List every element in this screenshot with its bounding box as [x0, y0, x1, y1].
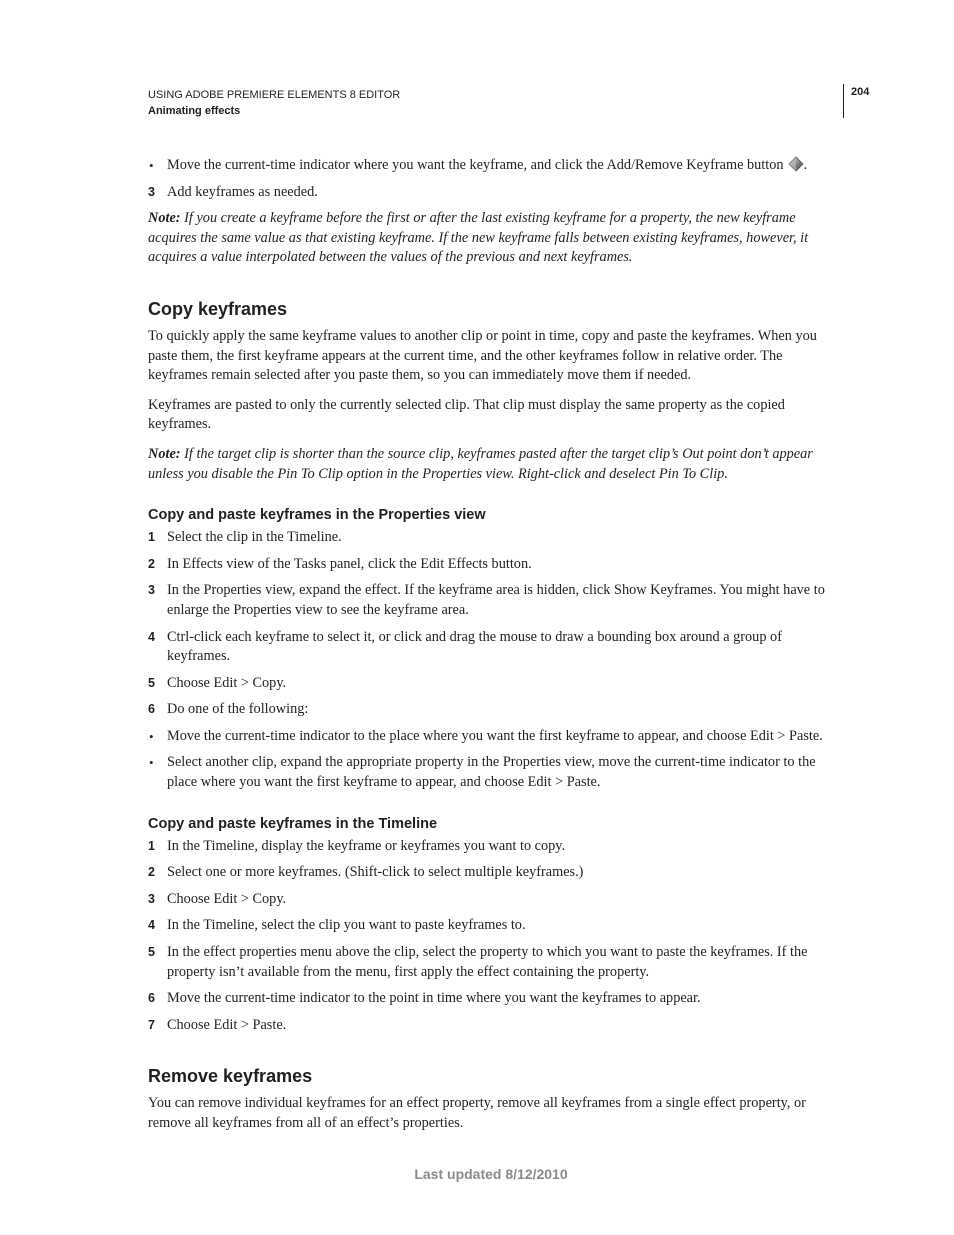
- paragraph: You can remove individual keyframes for an effect property, remove all keyframes from a single effect property, or remove all keyframes from all of an effect’s properties.: [148, 1095, 806, 1131]
- heading-properties-view: Copy and paste keyframes in the Properties view: [148, 507, 486, 524]
- bullet-text: Move the current-time indicator where you want the keyframe, and click the Add/Remove Keyframe button: [167, 157, 784, 173]
- step-number: 2: [148, 865, 155, 880]
- list-item: [148, 555, 842, 575]
- running-header: [148, 87, 400, 119]
- bullet-mark: •: [149, 158, 154, 173]
- footer-last-updated: Last updated 8/12/2010: [414, 1166, 568, 1182]
- step-number: 3: [148, 891, 155, 906]
- list-item: [148, 528, 842, 548]
- heading-copy-keyframes: Copy keyframes: [148, 298, 288, 319]
- list-item: [148, 753, 842, 792]
- list-item: [148, 943, 842, 982]
- list-item: [148, 863, 842, 883]
- list-item: [148, 700, 842, 720]
- step-text: Move the current-time indicator to the point in time where you want the keyframes to appear.: [167, 990, 701, 1007]
- step-number: 1: [148, 530, 155, 545]
- steps-list-timeline: [148, 837, 842, 1036]
- step-number: 2: [148, 556, 155, 571]
- step-number: 5: [148, 675, 155, 690]
- step-number: 1: [148, 838, 155, 853]
- list-item: [148, 916, 842, 936]
- page-number: 204: [851, 86, 870, 98]
- step-text: Choose Edit > Paste.: [167, 1016, 287, 1033]
- list-item: [148, 727, 842, 747]
- note: [148, 209, 842, 268]
- note-label: Note:: [148, 210, 181, 227]
- heading-remove-keyframes: Remove keyframes: [148, 1066, 313, 1087]
- step-number: 5: [148, 945, 155, 960]
- step-text: Ctrl-click each keyframe to select it, or click and drag the mouse to draw a bounding box around a group of keyframes.: [167, 628, 782, 665]
- step-text: Choose Edit > Copy.: [167, 674, 287, 691]
- note: [148, 445, 842, 484]
- step-number: 3: [148, 184, 155, 199]
- bullet-text: Move the current-time indicator to the place where you want the first keyframe to appear, and choose Edit > Paste.: [167, 727, 823, 744]
- note-label: Note:: [148, 445, 181, 462]
- list-item: [148, 628, 842, 667]
- list-item: [148, 674, 842, 694]
- list-item: [148, 183, 842, 203]
- bullet-end: .: [803, 157, 808, 173]
- list-item: [148, 837, 842, 857]
- step-text: In the Properties view, expand the effect. If the keyframe area is hidden, click Show Keyframes. You might have to enlarge the Properties view to see the keyframe area.: [167, 582, 825, 618]
- heading-timeline: Copy and paste keyframes in the Timeline: [148, 815, 438, 832]
- note-text: If you create a keyframe before the first or after the last existing keyframe for a property, the new keyframe acquires the same value as that existing keyframe. If the new keyframe falls between existing keyframes, however, it acquires a value interpolated between the values of the previous and next keyframes.: [148, 210, 809, 266]
- step-text: In the Timeline, select the clip you want to paste keyframes to.: [167, 917, 526, 934]
- paragraph: To quickly apply the same keyframe values to another clip or point in time, copy and paste the keyframes. When you paste them, the first keyframe appears at the current time, and the other keyframes follow in relative order. The keyframes remain selected after you paste them, so you can immediately move them if needed.: [148, 327, 817, 384]
- add-remove-keyframe-icon: [788, 156, 804, 172]
- bullet-mark: •: [149, 755, 154, 771]
- bullet-text: Select another clip, expand the appropriate property in the Properties view, move the current-time indicator to the place where you want the first keyframe to appear, and choose Edit > Paste.: [167, 754, 816, 791]
- book-title: USING ADOBE PREMIERE ELEMENTS 8 EDITOR: [148, 89, 401, 101]
- page-content: [148, 156, 842, 1144]
- paragraph: Keyframes are pasted to only the currently selected clip. That clip must display the same property as the copied keyframes.: [148, 396, 785, 433]
- step-text: Add keyframes as needed.: [167, 183, 318, 200]
- list-item: [148, 581, 842, 620]
- header-rule: [843, 84, 844, 118]
- chapter-title: Animating effects: [148, 105, 241, 117]
- step-number: 3: [148, 583, 155, 598]
- step-text: Select one or more keyframes. (Shift-click to select multiple keyframes.): [167, 864, 584, 881]
- bullet-mark: •: [149, 728, 154, 744]
- step-text: In the Timeline, display the keyframe or keyframes you want to copy.: [167, 837, 566, 854]
- step-number: 4: [148, 918, 155, 933]
- steps-list-properties: [148, 528, 842, 793]
- step-number: 6: [148, 702, 155, 717]
- step-text: Choose Edit > Copy.: [167, 890, 287, 907]
- list-item: [148, 1016, 842, 1036]
- step-text: In the effect properties menu above the clip, select the property to which you want to paste the keyframes. If the property isn’t available from the menu, first apply the effect containing the property.: [167, 944, 808, 980]
- step-number: 6: [148, 991, 155, 1006]
- step-text: In Effects view of the Tasks panel, click the Edit Effects button.: [167, 555, 532, 572]
- step-number: 4: [148, 629, 155, 644]
- step-number: 7: [148, 1017, 155, 1032]
- note-text: If the target clip is shorter than the source clip, keyframes pasted after the target clip’s Out point don’t appear unless you disable the Pin To Clip option in the Properties view. Right-click and deselect Pin To Clip.: [148, 445, 813, 482]
- list-item: [148, 156, 842, 176]
- list-item: [148, 989, 842, 1009]
- step-text: Do one of the following:: [167, 701, 309, 718]
- step-text: Select the clip in the Timeline.: [167, 529, 342, 546]
- list-item: [148, 890, 842, 910]
